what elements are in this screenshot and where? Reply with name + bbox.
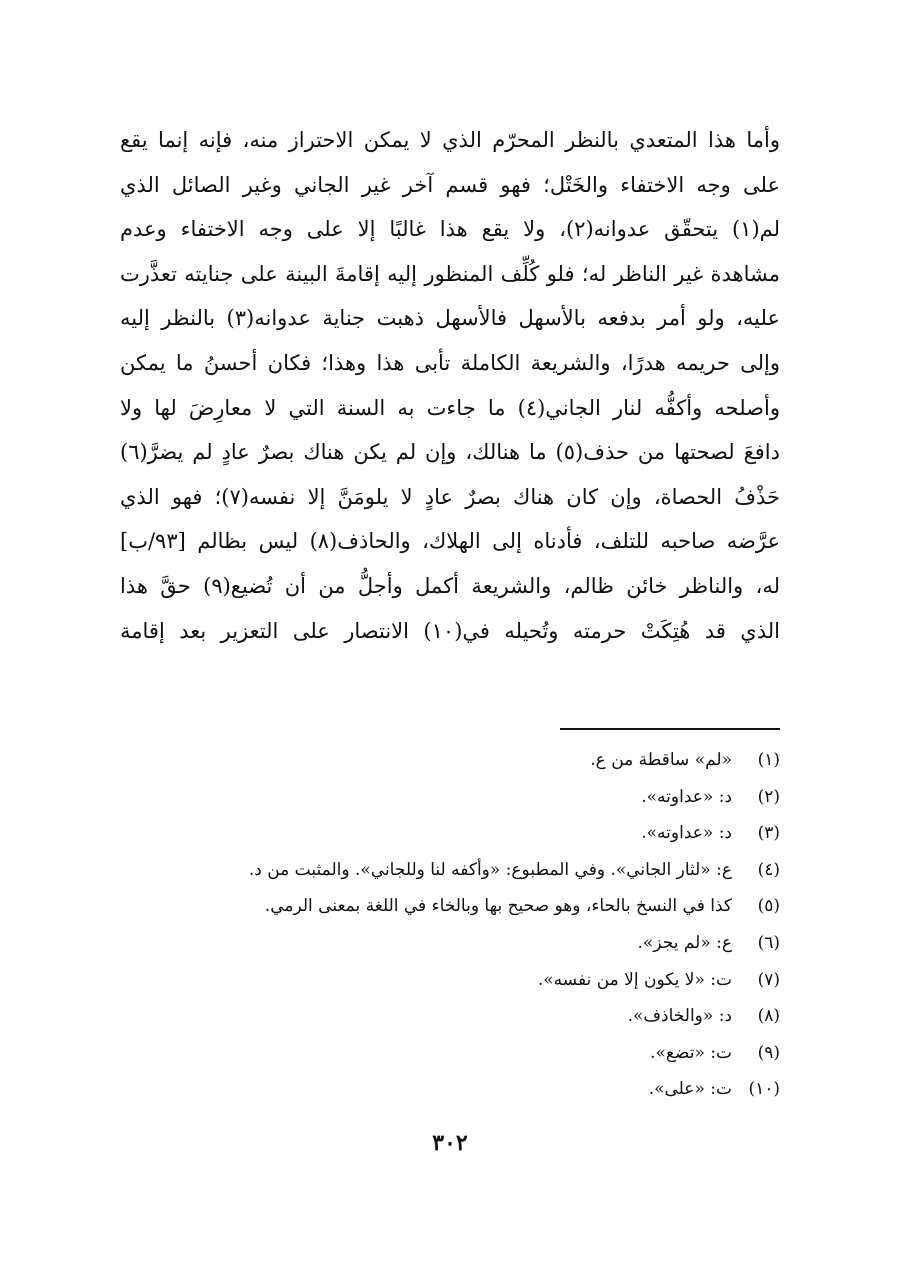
footnote-item xyxy=(120,1071,780,1108)
footnote-item xyxy=(120,852,780,889)
text-line: وأصلحه وأكفُّه لنار الجاني(٤) ما جاءت به السنة التي لا معارِضَ لها ولا xyxy=(120,395,780,420)
footnote-text: ت: «على». xyxy=(648,1079,732,1100)
footnote-item xyxy=(120,742,780,779)
text-line: عليه، ولو أمر بدفعه بالأسهل فالأسهل ذهبت جناية عدوانه(٣) بالنظر إليه xyxy=(120,306,780,331)
footnote-number: (٤) xyxy=(757,859,780,880)
footnote-item xyxy=(120,779,780,816)
footnote-text: د: «عداوته». xyxy=(641,786,732,807)
footnote-text: د: «عداوته». xyxy=(641,823,732,844)
footnote-text: «لم» ساقطة من ع. xyxy=(590,750,732,770)
text-line: لم(١) يتحقّق عدوانه(٢)، ولا يقع هذا غالبًا إلا على وجه الاختفاء وعدم xyxy=(120,217,780,242)
text-line: على وجه الاختفاء والخَتْل؛ فهو قسم آخر غير الجاني وغير الصائل الذي xyxy=(120,172,780,197)
page-number: ٣٠٢ xyxy=(432,1130,468,1156)
footnote-number: (٧) xyxy=(757,969,780,990)
text-line: الذي قد هُتِكَتْ حرمته وتُحيله في(١٠) الانتصار على التعزير بعد إقامة xyxy=(120,618,780,643)
footnotes xyxy=(120,742,780,1108)
footnote-number: (٩) xyxy=(757,1042,780,1063)
footnote-item xyxy=(120,962,780,999)
footnote-number: (٥) xyxy=(757,896,780,917)
text-line: مشاهدة غير الناظر له؛ فلو كُلِّف المنظور إليه إقامةَ البينة على جنايته تعذَّرت xyxy=(120,261,780,286)
footnote-number: (٣) xyxy=(757,823,780,844)
footnote-number: (١٠) xyxy=(748,1079,780,1100)
footnote-number: (٨) xyxy=(757,1006,780,1027)
text-line: دافعَ لصحتها من حذف(٥) ما هنالك، وإن لم يكن هناك بصرٌ عادٍ لم يضرَّ(٦) xyxy=(120,440,780,465)
footnote-item xyxy=(120,998,780,1035)
main-text xyxy=(120,118,780,653)
text-line: وأما هذا المتعدي بالنظر المحرّم الذي لا يمكن الاحتراز منه، فإنه إنما يقع xyxy=(120,128,780,152)
text-line: له، والناظر خائن ظالم، والشريعة أكمل وأجلُّ من أن تُضيع(٩) حقَّ هذا xyxy=(120,573,780,598)
footnote-text: د: «والخاذف». xyxy=(627,1006,732,1027)
text-line: وإلى حريمه هدرًا، والشريعة الكاملة تأبى هذا وهذا؛ فكان أحسنُ ما يمكن xyxy=(120,350,780,375)
footnote-number: (١) xyxy=(757,750,780,770)
footnote-text: ت: «لا يكون إلا من نفسه». xyxy=(537,969,732,990)
footnote-item xyxy=(120,815,780,852)
footnote-number: (٦) xyxy=(757,932,780,953)
footnote-text: كذا في النسخ بالحاء، وهو صحيح بها وبالخاء في اللغة بمعنى الرمي. xyxy=(264,896,732,917)
footnote-text: ع: «لثار الجاني». وفي المطبوع: «وأكفه لنا وللجاني». والمثبت من د. xyxy=(248,859,732,880)
footnote-item xyxy=(120,1035,780,1072)
footnote-text: ع: «لم يجز». xyxy=(637,932,732,953)
text-line: عرَّضه صاحبه للتلف، فأدناه إلى الهلاك، والحاذف(٨) ليس بظالم [٩٣/ب] xyxy=(120,529,780,554)
footnote-item xyxy=(120,888,780,925)
footnote-item xyxy=(120,925,780,962)
footnote-number: (٢) xyxy=(757,786,780,807)
footnote-text: ت: «تضع». xyxy=(650,1042,732,1063)
text-line: حَذْفُ الحصاة، وإن كان هناك بصرٌ عادٍ لا يلومَنَّ إلا نفسه(٧)؛ فهو الذي xyxy=(120,484,780,509)
footnote-separator xyxy=(560,728,780,730)
